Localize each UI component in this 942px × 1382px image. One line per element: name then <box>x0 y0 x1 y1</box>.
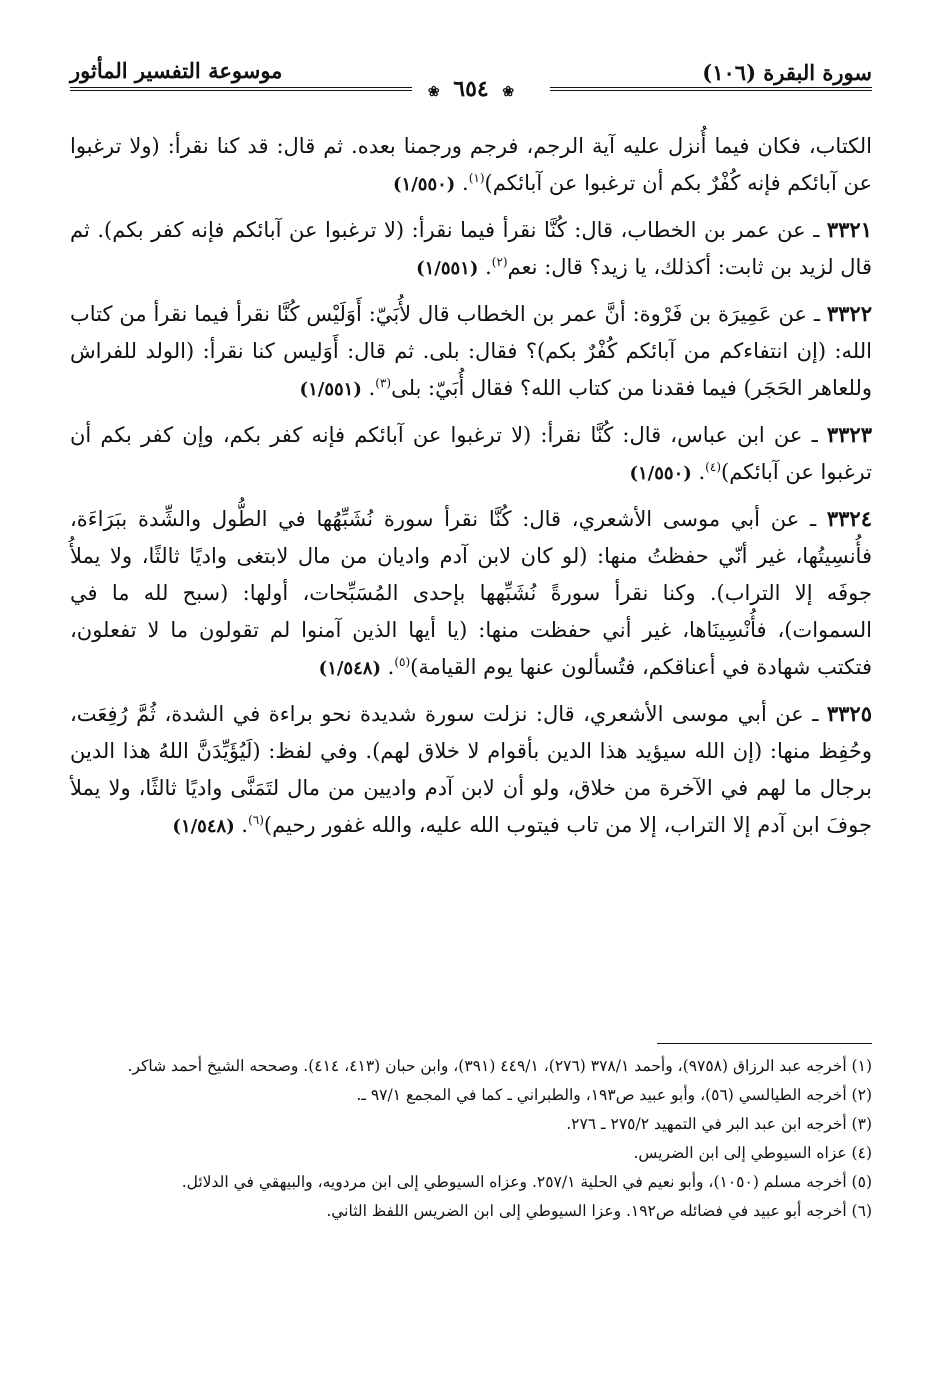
page-header <box>70 54 872 106</box>
entry-number: ٣٣٢٤ <box>826 506 872 531</box>
footnote-marker[interactable]: (١) <box>468 171 485 185</box>
volume-page-ref: (١/٥٤٨) <box>172 816 235 837</box>
ornament-icon: ❀ <box>427 84 440 100</box>
ornament-icon: ❀ <box>502 84 515 100</box>
footnote: (٣) أخرجه ابن عبد البر في التمهيد ٢٧٥/٢ ـ ٢٧٦. <box>566 1115 872 1133</box>
hadith-entry: ٣٣٢٤ ـ عن أبي موسى الأشعري، قال: كُنَّا نقرأ سورة نُشَبِّهُها في الطُّول والشِّدة ببَرَاءَة، فأُنسِيتُها، غير أنّي حفظتُ منها: (لو كان لابن آدم واديان من مال لابتغى واديًا ثالثًا، ولا يملأُ جوفَه إلا التراب). وكنا نقرأ سورةً نُشَبِّهها بإحدى المُسَبِّحات، أولها: (سبح لله ما في السموات)، فأُنْسِينَاها، غير أني حفظت منها: (يا أيها الذين آمنوا لم تقولون ما لا تفعلون، فتكتب شهادة في أعناقكم، فتُسألون عنها يوم القيامة)$^{(٥)}$. (١/٥٤٨) <box>70 506 872 679</box>
volume-page-ref: (١/٥٥٠) <box>629 463 692 484</box>
book-title: موسوعة التفسير المأثور <box>70 58 283 83</box>
entry-text: ـ عن عمر بن الخطاب، قال: كُنَّا نقرأ فيما نقرأ: (لا ترغبوا عن آبائكم فإنه كفر بكم). ثم قال لزيد بن ثابت: أكذلك، يا زيد؟ قال: نعم <box>70 218 872 279</box>
footnote-marker[interactable]: (٥) <box>394 655 411 669</box>
page-number: ٦٥٤ <box>453 76 489 102</box>
entry-number: ٣٣٢٥ <box>826 701 872 726</box>
footnote: (٦) أخرجه أبو عبيد في فضائله ص١٩٢. وعزا السيوطي إلى ابن الضريس اللفظ الثاني. <box>326 1202 872 1220</box>
entry-text: ـ عن أبي موسى الأشعري، قال: كُنَّا نقرأ سورة نُشَبِّهُها في الطُّول والشِّدة ببَرَاءَة، فأُنسِيتُها، غير أنّي حفظتُ منها: (لو كان لابن آدم واديان من مال لابتغى واديًا ثالثًا، ولا يملأُ جوفَه إلا التراب). وكنا نقرأ سورةً نُشَبِّهها بإحدى المُسَبِّحات، أولها: (سبح لله ما في السموات)، فأُنْسِينَاها، غير أني حفظت منها: (يا أيها الذين آمنوا لم تقولون ما لا تفعلون، فتكتب شهادة في أعناقكم، فتُسألون عنها يوم القيامة) <box>70 507 872 679</box>
entry-number: ٣٣٢٣ <box>826 422 872 447</box>
intro-paragraph: الكتاب، فكان فيما أُنزل عليه آية الرجم، فرجم ورجمنا بعده. ثم قال: قد كنا نقرأ: (ولا ترغبوا عن آبائكم فإنه كُفْرٌ بكم أن ترغبوا عن آبائكم)$^{(١)}$. (١/٥٥٠) <box>70 134 872 195</box>
footnote: (١) أخرجه عبد الرزاق (٩٧٥٨)، وأحمد ٣٧٨/١ (٢٧٦)، ٤٤٩/١ (٣٩١)، وابن حبان (٤١٣، ٤١٤). وصححه الشيخ أحمد شاكر. <box>127 1057 872 1075</box>
footnote: (٤) عزاه السيوطي إلى ابن الضريس. <box>633 1144 872 1162</box>
footnote: (٥) أخرجه مسلم (١٠٥٠)، وأبو نعيم في الحلية ٢٥٧/١. وعزاه السيوطي إلى ابن مردويه، والبيهقي في الدلائل. <box>181 1173 872 1191</box>
hadith-entry: ٣٣٢٢ ـ عن عَمِيرَة بن فَرْوة: أنَّ عمر بن الخطاب قال لأُبَيّ: أَوَلَيْس كُنَّا نقرأ فيما نقرأ من كتاب الله: (إن انتفاءكم من آبائكم كُفْرٌ بكم)؟ فقال: بلى. ثم قال: أَوَليس كنا نقرأ: (الولد للفراش وللعاهر الحَجَر) فيما فقدنا من كتاب الله؟ فقال أُبَيّ: بلى$^{(٣)}$. (١/٥٥١) <box>70 301 872 400</box>
entry-text: ـ عن عَمِيرَة بن فَرْوة: أنَّ عمر بن الخطاب قال لأُبَيّ: أَوَلَيْس كُنَّا نقرأ فيما نقرأ من كتاب الله: (إن انتفاءكم من آبائكم كُفْرٌ بكم)؟ فقال: بلى. ثم قال: أَوَليس كنا نقرأ: (الولد للفراش وللعاهر الحَجَر) فيما فقدنا من كتاب الله؟ فقال أُبَيّ: بلى <box>70 302 872 400</box>
volume-page-ref: (١/٥٤٨) <box>318 658 381 679</box>
header-rule-right <box>550 87 872 91</box>
hadith-entry: ٣٣٢٥ ـ عن أبي موسى الأشعري، قال: نزلت سورة شديدة نحو براءة في الشدة، ثُمَّ رُفِعَت، وحُفِظ منها: (إن الله سيؤيد هذا الدين بأقوام لا خلاق لهم). وفي لفظ: (لَيُؤَيِّدَنَّ اللهُ هذا الدين برجال ما لهم في الآخرة من خلاق، ولو أن لابن آدم واديين من مال لتَمَنَّى واديًا ثالثًا، ولا يملأ جوفَ ابن آدم إلا التراب، إلا من تاب فيتوب الله عليه، والله غفور رحيم)$^{(٦)}$. (١/٥٤٨) <box>70 701 872 837</box>
entry-text: ـ عن ابن عباس، قال: كُنَّا نقرأ: (لا ترغبوا عن آبائكم فإنه كفر بكم، وإن كفر بكم أن ترغبوا عن آبائكم) <box>70 423 872 484</box>
entry-number: ٣٣٢٢ <box>826 301 872 326</box>
hadith-entry: ٣٣٢١ ـ عن عمر بن الخطاب، قال: كُنَّا نقرأ فيما نقرأ: (لا ترغبوا عن آبائكم فإنه كفر بكم). ثم قال لزيد بن ثابت: أكذلك، يا زيد؟ قال: نعم$^{(٢)}$. (١/٥٥١) <box>70 217 872 279</box>
volume-page-ref: (١/٥٥١) <box>416 258 479 279</box>
volume-page-ref: (١/٥٥١) <box>299 379 362 400</box>
footnote-marker[interactable]: (٦) <box>248 813 264 827</box>
main-text <box>70 128 872 853</box>
surah-title: سورة البقرة (١٠٦) <box>702 60 872 85</box>
footnote: (٢) أخرجه الطيالسي (٥٦)، وأبو عبيد ص١٩٣، والطبراني ـ كما في المجمع ٩٧/١ ـ. <box>356 1086 872 1104</box>
entry-number: ٣٣٢١ <box>826 217 872 242</box>
footnote-marker[interactable]: (٤) <box>705 460 721 474</box>
page-number-group <box>422 76 520 102</box>
volume-page-ref: (١/٥٥٠) <box>393 174 456 195</box>
footnote-marker[interactable]: (٢) <box>491 255 508 269</box>
footnote-marker[interactable]: (٣) <box>375 376 392 390</box>
entry-text: ـ عن أبي موسى الأشعري، قال: نزلت سورة شديدة نحو براءة في الشدة، ثُمَّ رُفِعَت، وحُفِظ منها: (إن الله سيؤيد هذا الدين بأقوام لا خلاق لهم). وفي لفظ: (لَيُؤَيِّدَنَّ اللهُ هذا الدين برجال ما لهم في الآخرة من خلاق، ولو أن لابن آدم واديين من مال لتَمَنَّى واديًا ثالثًا، ولا يملأ جوفَ ابن آدم إلا التراب، إلا من تاب فيتوب الله عليه، والله غفور رحيم) <box>70 702 872 837</box>
paragraph-text: الكتاب، فكان فيما أُنزل عليه آية الرجم، فرجم ورجمنا بعده. ثم قال: قد كنا نقرأ: (ولا ترغبوا عن آبائكم فإنه كُفْرٌ بكم أن ترغبوا عن آبائكم) <box>70 134 872 195</box>
header-rule-left <box>70 87 412 91</box>
footnotes <box>70 1054 872 1228</box>
hadith-entry: ٣٣٢٣ ـ عن ابن عباس، قال: كُنَّا نقرأ: (لا ترغبوا عن آبائكم فإنه كفر بكم، وإن كفر بكم أن ترغبوا عن آبائكم)$^{(٤)}$. (١/٥٥٠) <box>70 422 872 484</box>
footnote-separator <box>657 1043 872 1044</box>
